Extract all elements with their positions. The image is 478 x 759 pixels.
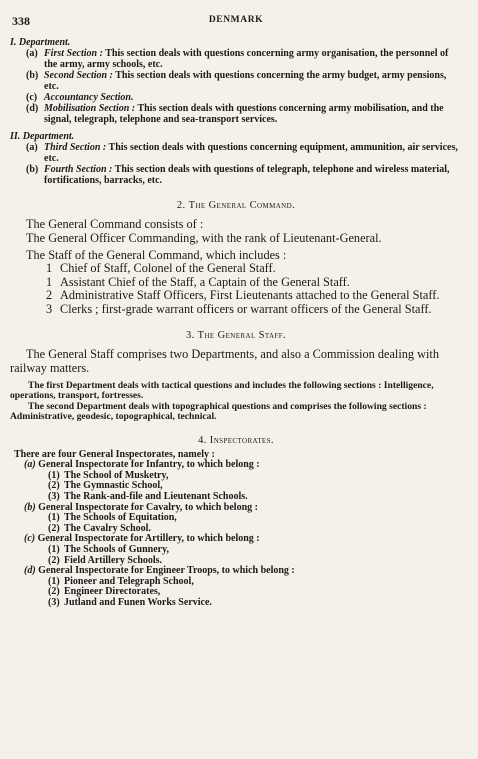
staff-list-item: 3 Clerks ; first-grade warrant officers or warrant officers of the General Staff.: [46, 301, 432, 316]
paragraph: The General Command consists of :: [26, 217, 204, 231]
inspectorate-group: (d) General Inspectorate for Engineer Troops, to which belong :: [24, 565, 295, 577]
inspectorate-item: (1) The Schools of Gunnery,: [48, 543, 170, 555]
inspectorate-item: (3) The Rank-and-file and Lieutenant Schools.: [48, 491, 248, 502]
dept2-item: (a) Third Section : This section deals with questions concerning equipment, ammunition, air services, etc.: [26, 142, 458, 164]
paragraph: The Staff of the General Command, which includes :: [26, 248, 287, 262]
dept2-item: (b) Fourth Section : This section deals with questions of telegraph, telephone and wireless material, fortifications, barracks, etc.: [26, 164, 450, 186]
inspectorate-item: (2) Engineer Directorates,: [48, 586, 161, 598]
dept1-item: (a) First Section : This section deals with questions concerning army organisation, the personnel of the army, army schools, etc.: [26, 48, 449, 70]
dept1-title: I. Department.: [10, 37, 71, 48]
running-head: DENMARK: [208, 15, 264, 25]
inspectorate-group: (b) General Inspectorate for Cavalry, to which belong :: [24, 501, 258, 513]
inspectorates-list: [10, 450, 462, 609]
inspectorate-item: (3) Jutland and Funen Works Service.: [48, 596, 212, 608]
section-heading-general-command: 2. The General Command.: [176, 200, 296, 211]
inspectorate-item: (1) The School of Musketry,: [48, 469, 169, 481]
inspectorate-item: (1) The Schools of Equitation,: [48, 512, 177, 524]
inspectorate-group: (a) General Inspectorate for Infantry, to which belong :: [24, 459, 260, 471]
staff-list-item: 1 Assistant Chief of the Staff, a Captain of the General Staff.: [46, 274, 350, 289]
paragraph: The General Staff comprises two Departments, and also a Commission dealing with railway matters.: [10, 347, 439, 375]
inspectorate-item: (2) Field Artillery Schools.: [48, 554, 163, 566]
staff-list-item: 2 Administrative Staff Officers, First Lieutenants attached to the General Staff.: [46, 288, 440, 302]
paragraph: The first Department deals with tactical questions and includes the following sections : Intelligence, operations, transport, fortresses.: [10, 380, 434, 402]
inspectorate-item: (2) The Gymnastic School,: [48, 480, 163, 492]
dept1-item: (c) Accountancy Section.: [26, 92, 134, 103]
inspectorate-group: (c) General Inspectorate for Artillery, to which belong :: [24, 533, 260, 545]
inspectorate-item: (2) The Cavalry School.: [48, 522, 151, 534]
dept2-title: II. Department.: [10, 131, 75, 142]
paragraph: The General Officer Commanding, with the rank of Lieutenant-General.: [26, 231, 382, 245]
dept1-item: (b) Second Section : This section deals with questions concerning the army budget, army pensions, etc.: [26, 70, 447, 92]
inspectorate-item: (1) Pioneer and Telegraph School,: [48, 575, 194, 587]
inspectorates-intro: There are four General Inspectorates, namely :: [14, 448, 215, 460]
paragraph: The second Department deals with topographical questions and comprises the following sections : Administrative, geodesic, topographical, technical.: [10, 400, 427, 423]
section-heading-general-staff: 3. The General Staff.: [185, 330, 287, 341]
page-number: 338: [12, 14, 30, 28]
section-heading-inspectorates: 4. Inspectorates.: [198, 434, 274, 446]
page-header: [10, 14, 462, 34]
staff-list-item: 1 Chief of Staff, Colonel of the General Staff.: [46, 261, 276, 275]
dept1-item: (d) Mobilisation Section : This section deals with questions concerning army mobilisation, and the signal, telegraph, telephone and sea-transport services.: [26, 103, 444, 125]
